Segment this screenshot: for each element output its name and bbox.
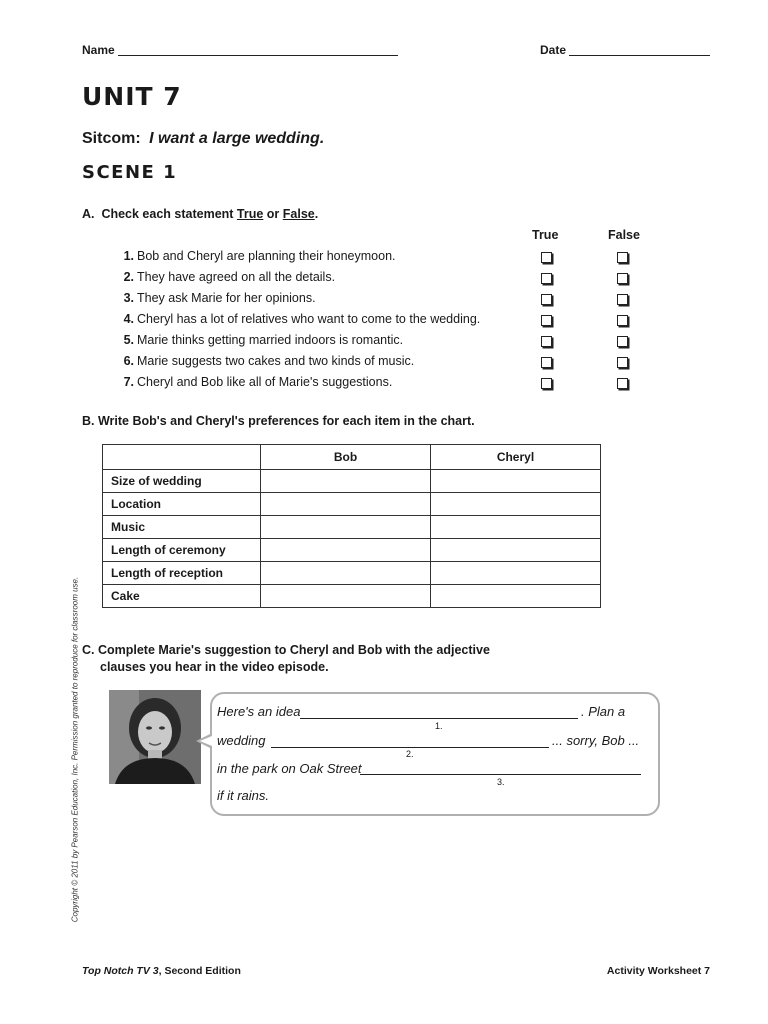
false-word: False <box>282 207 315 221</box>
false-checkbox-2[interactable] <box>617 273 628 284</box>
blank-2[interactable] <box>271 747 549 748</box>
statement-text: Cheryl has a lot of relatives who want to come to the wedding. <box>137 312 481 326</box>
statement-text: They have agreed on all the details. <box>137 270 336 284</box>
true-word: True <box>236 207 264 221</box>
statement-number: 1. <box>123 249 134 263</box>
chart-row <box>103 539 601 562</box>
statement-number: 2. <box>123 270 134 284</box>
sitcom-label: Sitcom: <box>82 130 141 147</box>
footer-left <box>82 965 241 977</box>
statement-text: Bob and Cheryl are planning their honeymoon. <box>137 249 396 263</box>
footer-book-title: Top Notch TV 3 <box>82 965 159 977</box>
false-checkbox-7[interactable] <box>617 378 628 389</box>
bubble-line3-start: in the park on Oak Street <box>217 761 362 776</box>
statement-1 <box>116 249 396 263</box>
true-checkbox-7[interactable] <box>541 378 552 389</box>
chart-row <box>103 562 601 585</box>
blank-2-number: 2. <box>406 749 414 759</box>
bubble-line1-end: . Plan a <box>581 704 626 719</box>
true-checkbox-4[interactable] <box>541 315 552 326</box>
bob-cell[interactable] <box>261 516 431 539</box>
statement-text: Marie suggests two cakes and two kinds of music. <box>137 354 415 368</box>
false-checkbox-3[interactable] <box>617 294 628 305</box>
statement-number: 4. <box>123 312 134 326</box>
bob-cell[interactable] <box>261 493 431 516</box>
cheryl-cell[interactable] <box>431 493 601 516</box>
bob-cell[interactable] <box>261 470 431 493</box>
true-checkbox-6[interactable] <box>541 357 552 368</box>
true-checkbox-2[interactable] <box>541 273 552 284</box>
bubble-line2-start: wedding <box>217 733 266 748</box>
cheryl-column-header: Cheryl <box>431 445 601 470</box>
section-a-instruction <box>82 207 318 221</box>
chart-row <box>103 585 601 608</box>
cheryl-cell[interactable] <box>431 585 601 608</box>
speech-bubble-tail-inner <box>200 736 212 746</box>
date-field[interactable] <box>569 55 710 56</box>
footer-edition: , Second Edition <box>158 965 241 977</box>
false-checkbox-1[interactable] <box>617 252 628 263</box>
sitcom-title: I want a large wedding. <box>149 130 325 147</box>
false-checkbox-6[interactable] <box>617 357 628 368</box>
statement-5 <box>116 333 403 347</box>
chart-row <box>103 493 601 516</box>
marie-photo <box>109 690 201 784</box>
bob-cell[interactable] <box>261 562 431 585</box>
bubble-line1-start: Here's an idea <box>217 704 301 719</box>
false-checkbox-5[interactable] <box>617 336 628 347</box>
statement-number: 6. <box>123 354 134 368</box>
section-c-instruction-2: clauses you hear in the video episode. <box>100 660 329 674</box>
name-field[interactable] <box>118 55 398 56</box>
blank-3[interactable] <box>360 774 641 775</box>
section-b-instruction: B. Write Bob's and Cheryl's preferences for each item in the chart. <box>82 414 475 428</box>
statement-text: Marie thinks getting married indoors is romantic. <box>137 333 404 347</box>
section-c-instruction-1: C. Complete Marie's suggestion to Cheryl and Bob with the adjective <box>82 643 490 657</box>
statement-4 <box>116 312 480 326</box>
section-a-prefix: A. Check each statement <box>82 207 237 221</box>
true-checkbox-1[interactable] <box>541 252 552 263</box>
chart-corner-cell <box>103 445 261 470</box>
blank-1-number: 1. <box>435 721 443 731</box>
cheryl-cell[interactable] <box>431 539 601 562</box>
statement-number: 5. <box>123 333 134 347</box>
bubble-line4: if it rains. <box>217 788 270 803</box>
statement-3 <box>116 291 316 305</box>
unit-title: UNIT 7 <box>82 82 182 111</box>
statement-text: They ask Marie for her opinions. <box>137 291 316 305</box>
true-column-header: True <box>532 228 559 242</box>
statement-number: 7. <box>123 375 134 389</box>
bob-column-header: Bob <box>261 445 431 470</box>
statement-2 <box>116 270 335 284</box>
footer-right: Activity Worksheet 7 <box>606 965 710 977</box>
or-word: or <box>263 207 283 221</box>
true-checkbox-3[interactable] <box>541 294 552 305</box>
blank-3-number: 3. <box>497 777 505 787</box>
false-checkbox-4[interactable] <box>617 315 628 326</box>
statement-text: Cheryl and Bob like all of Marie's suggestions. <box>137 375 393 389</box>
row-label-reception: Length of reception <box>103 562 261 585</box>
scene-title: SCENE 1 <box>82 162 178 183</box>
row-label-cake: Cake <box>103 585 261 608</box>
sitcom-heading <box>82 130 324 148</box>
blank-1[interactable] <box>300 718 578 719</box>
row-label-ceremony: Length of ceremony <box>103 539 261 562</box>
date-label: Date <box>540 43 567 57</box>
row-label-music: Music <box>103 516 261 539</box>
bob-cell[interactable] <box>261 539 431 562</box>
period: . <box>314 207 319 221</box>
statement-number: 3. <box>123 291 134 305</box>
marie-portrait-image <box>109 690 201 784</box>
statement-7 <box>116 375 392 389</box>
false-column-header: False <box>608 228 640 242</box>
cheryl-cell[interactable] <box>431 516 601 539</box>
chart-row <box>103 470 601 493</box>
preferences-chart <box>102 444 601 608</box>
row-label-size: Size of wedding <box>103 470 261 493</box>
bubble-line2-end: ... sorry, Bob ... <box>552 733 640 748</box>
chart-row <box>103 516 601 539</box>
bob-cell[interactable] <box>261 585 431 608</box>
statement-6 <box>116 354 414 368</box>
cheryl-cell[interactable] <box>431 562 601 585</box>
name-label: Name <box>82 43 115 57</box>
copyright-notice: Copyright © 2011 by Pearson Education, Inc. Permission granted to reproduce for classroom use. <box>70 576 80 923</box>
chart-header-row <box>103 445 601 470</box>
cheryl-cell[interactable] <box>431 470 601 493</box>
true-checkbox-5[interactable] <box>541 336 552 347</box>
row-label-location: Location <box>103 493 261 516</box>
